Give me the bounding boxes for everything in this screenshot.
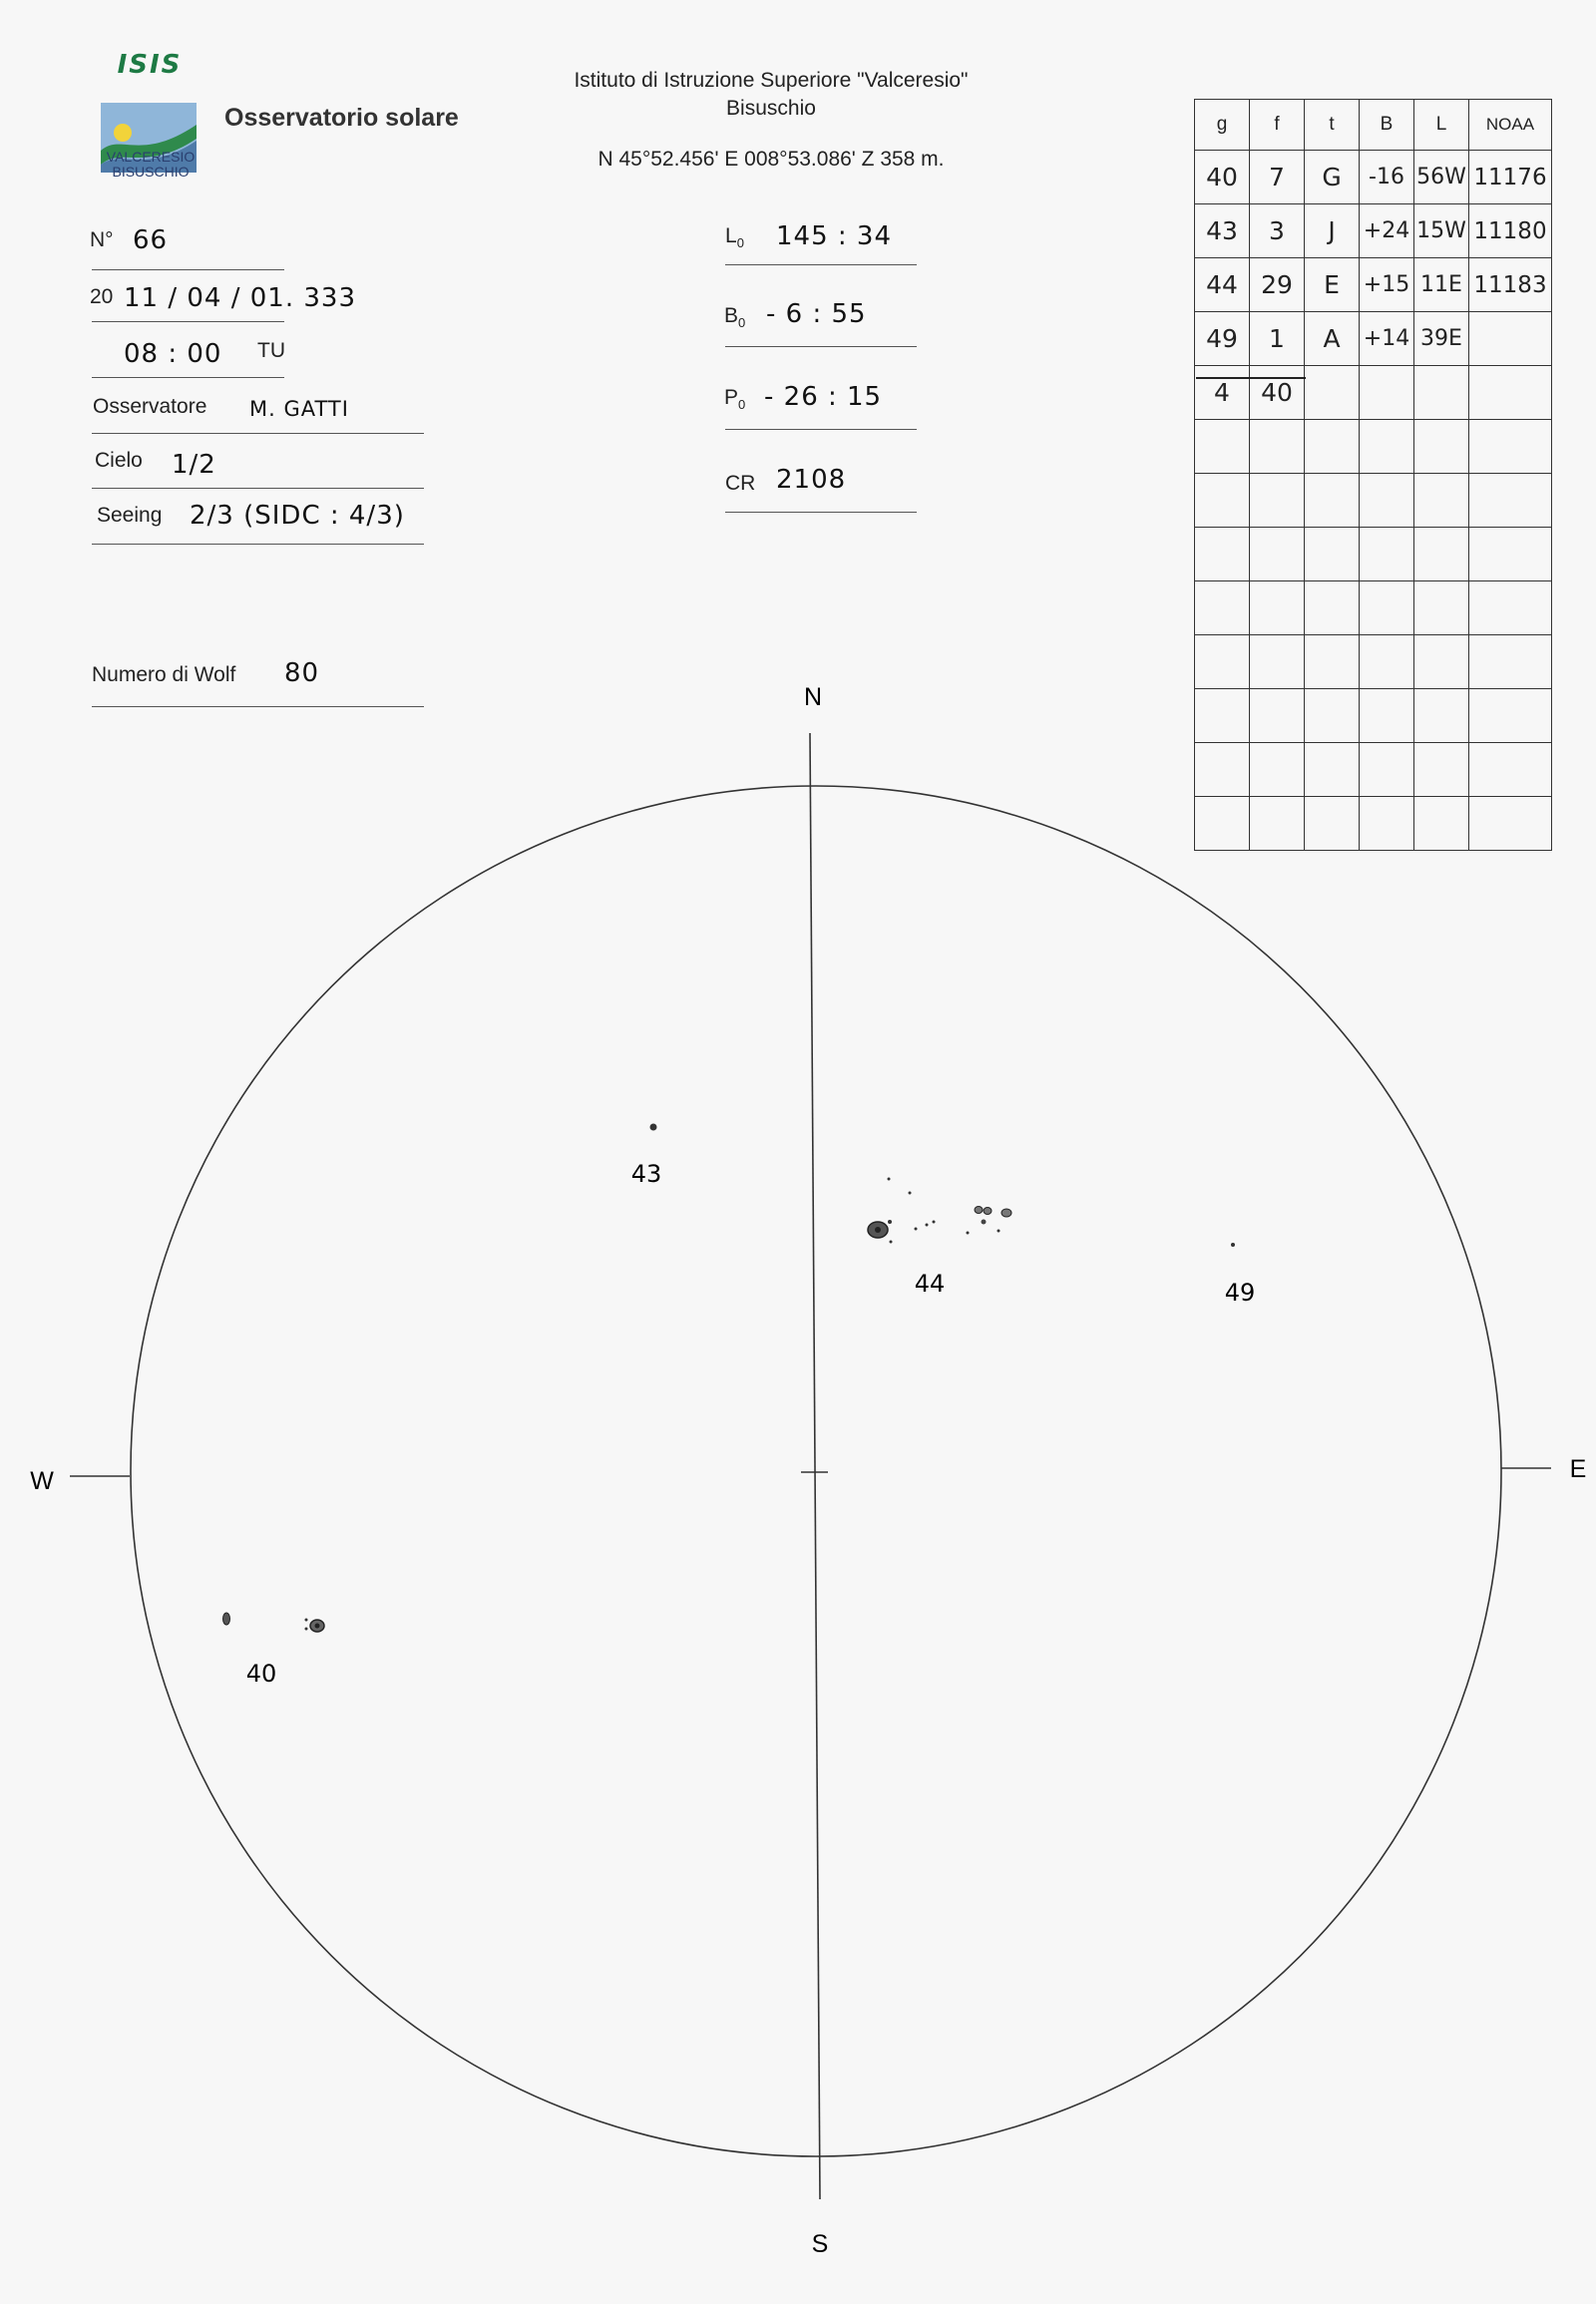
time-unit: TU: [257, 339, 285, 362]
l0-letter: L: [725, 224, 737, 247]
south-label: S: [811, 2230, 829, 2258]
header-b: B: [1360, 100, 1414, 151]
table-cell-t: E: [1305, 258, 1360, 312]
logo-caption-2: BISUSCHIO: [112, 164, 190, 180]
number-label: N°: [90, 228, 114, 251]
table-cell-noaa: 11176: [1469, 151, 1552, 204]
sky-value: 1/2: [172, 450, 216, 480]
observatory-title: Osservatorio solare: [224, 104, 459, 132]
date-prefix: 20: [90, 285, 114, 308]
cr-label: CR: [725, 472, 756, 495]
table-cell-g: 44: [1195, 258, 1250, 312]
sky-label: Cielo: [95, 449, 143, 472]
p0-letter: P: [724, 386, 739, 409]
solar-disk-outline: [131, 786, 1501, 2156]
logo-caption-1: VALCERESIO: [106, 149, 196, 165]
group-label-44: 44: [914, 1270, 946, 1298]
header-f: f: [1250, 100, 1305, 151]
p0-subscript: 0: [738, 397, 746, 413]
table-cell-g: 40: [1195, 151, 1250, 204]
table-cell-l: 39E: [1414, 312, 1469, 366]
north-south-axis: [810, 733, 820, 2199]
b0-value: - 6 : 55: [766, 299, 867, 329]
table-cell-l: 15W: [1414, 204, 1469, 258]
observatory-coordinates: N 45°52.456' E 008°53.086' Z 358 m.: [598, 148, 945, 171]
sunspot-group-40: [223, 1613, 325, 1632]
number-value: 66: [133, 225, 169, 255]
logo-text: ISIS: [117, 50, 183, 80]
table-cell-f: 3: [1250, 204, 1305, 258]
header-l: L: [1414, 100, 1469, 151]
b0-subscript: 0: [738, 315, 746, 331]
table-cell-t: A: [1305, 312, 1360, 366]
table-cell-b: +14: [1360, 312, 1414, 366]
seeing-value: 2/3 (SIDC : 4/3): [190, 501, 405, 531]
table-cell-b: +24: [1360, 204, 1414, 258]
sunspot-group-43: [650, 1124, 657, 1131]
school-line-2: Bisuschio: [726, 97, 816, 120]
cr-value: 2108: [776, 465, 847, 495]
school-line-1: Istituto di Istruzione Superiore "Valceresio": [574, 69, 969, 92]
l0-value: 145 : 34: [776, 221, 892, 251]
l0-subscript: 0: [736, 235, 744, 251]
table-cell-b: +15: [1360, 258, 1414, 312]
table-cell-t: G: [1305, 151, 1360, 204]
header-g: g: [1195, 100, 1250, 151]
p0-value: - 26 : 15: [764, 382, 883, 412]
seeing-label: Seeing: [97, 504, 163, 527]
east-label: E: [1569, 1455, 1587, 1483]
header-noaa: NOAA: [1469, 100, 1552, 151]
table-cell-noaa: 11180: [1469, 204, 1552, 258]
north-label: N: [803, 683, 823, 711]
table-cell-f: 7: [1250, 151, 1305, 204]
sunspot-group-44: [868, 1178, 1011, 1244]
date-value: 11 / 04 / 01. 333: [124, 283, 356, 313]
header-t: t: [1305, 100, 1360, 151]
table-cell-f: 29: [1250, 258, 1305, 312]
table-cell-b: -16: [1360, 151, 1414, 204]
wolf-value: 80: [284, 658, 320, 688]
table-cell-g: 4: [1195, 366, 1250, 420]
time-value: 08 : 00: [124, 339, 222, 369]
group-label-43: 43: [630, 1160, 662, 1188]
observer-label: Osservatore: [93, 395, 207, 418]
observer-value: M. GATTI: [249, 397, 349, 421]
group-label-49: 49: [1224, 1279, 1256, 1307]
wolf-label: Numero di Wolf: [92, 663, 236, 686]
table-cell-g: 43: [1195, 204, 1250, 258]
table-cell-g: 49: [1195, 312, 1250, 366]
table-cell-l: 11E: [1414, 258, 1469, 312]
table-cell-l: 56W: [1414, 151, 1469, 204]
table-cell-f: 40: [1250, 366, 1305, 420]
west-label: W: [30, 1467, 54, 1495]
table-cell-t: J: [1305, 204, 1360, 258]
sunspot-group-49: [1231, 1243, 1235, 1247]
table-cell-noaa: 11183: [1469, 258, 1552, 312]
table-cell-f: 1: [1250, 312, 1305, 366]
b0-letter: B: [724, 304, 739, 327]
group-label-40: 40: [245, 1660, 277, 1688]
